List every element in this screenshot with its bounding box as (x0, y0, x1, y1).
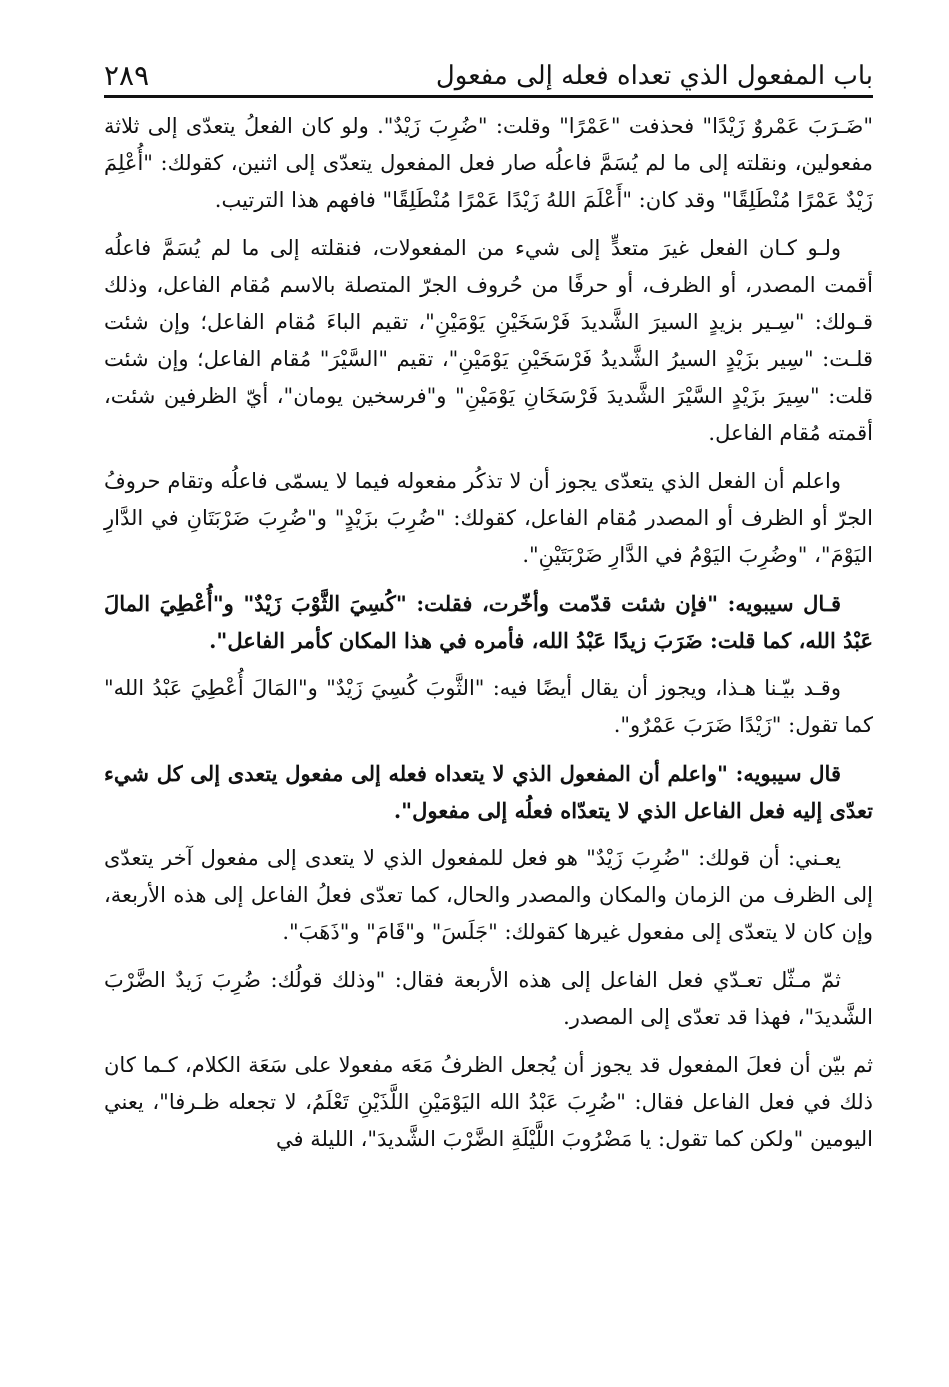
paragraph: ثمّ مـثّل تعـدّي فعل الفاعل إلى هذه الأربعة فقال: "وذلك قولُك: ضُرِبَ زَيدٌ الضَّرْبَ الشَّديدَ"، فهذا قد تعدّى إلى المصدر. (104, 968, 873, 1029)
paragraph: "ضَـرَبَ عَمْروٌ زَيْدًا" فحذفت "عَمْرًا" وقلت: "ضُرِبَ زَيْدٌ". ولو كان الفعلُ يتعدّى إلى ثلاثة مفعولين، ونقلته إلى ما لم يُسَمَّ فاعلُه صار فعل المفعول يتعدّى إلى اثنين، كقولك: "أُعْلِمَ زَيْدٌ عَمْرًا مُنْطَلِقًا" وقد كان: "أَعْلَمَ اللهُ زَيْدًا عَمْرًا مُنْطَلِقًا" فافهم هذا الترتيب. (104, 114, 873, 212)
paragraph: وقـد بيّـنا هـذا، ويجوز أن يقال أيضًا فيه: "الثَّوبَ كُسِيَ زَيْدٌ" و"المَالَ أُعْطِيَ عَبْدُ الله" كما تقول: "زَيْدًا ضَرَبَ عَمْرٌو". (104, 676, 873, 737)
paragraph: ثم بيّن أن فعلَ المفعول قد يجوز أن يُجعل الظرفُ مَعَه مفعولا على سَعَة الكلام، كـما كان ذلك في فعل الفاعل فقال: "ضُرِبَ عَبْدُ الله اليَوْمَيْنِ اللَّذَيْنِ تَعْلَمُ، لا تجعله ظـرفا"، يعني اليومين "ولكن كما تقول: يا مَضْرُوبَ اللَّيْلَةِ الضَّرْبَ الشَّديدَ"، الليلة في (104, 1053, 873, 1151)
header-rule (104, 95, 873, 98)
running-title: باب المفعول الذي تعداه فعله إلى مفعول (435, 61, 873, 92)
paragraph: يعـني: أن قولك: "ضُرِبَ زَيْدٌ" هو فعل للمفعول الذي لا يتعدى إلى مفعول آخر يتعدّى إلى الظرف من الزمان والمكان والمصدر والحال، كما تعدّى فعلُ الفاعل إلى هذه الأربعة، وإن كان لا يتعدّى إلى مفعول غيرها كقولك: "جَلَسَ" و"قَامَ" و"ذَهَبَ". (104, 846, 873, 944)
body-text (104, 108, 873, 1169)
paragraph: واعلم أن الفعل الذي يتعدّى يجوز أن لا تذكُر مفعوله فيما لا يسمّى فاعلُه وتقام حروفُ الجرّ أو الظرف أو المصدر مُقام الفاعل، كقولك: "ضُرِبَ بزَيْدٍ" و"ضُرِبَ ضَرْبَتَانِ في الدَّارِ اليَوْمَ"، "وضُرِبَ اليَوْمُ في الدَّارِ ضَرْبَتَيْنِ". (104, 469, 873, 567)
page-number: ٢٨٩ (104, 58, 150, 92)
paragraph: ولـو كـان الفعل غيرَ متعدٍّ إلى شيء من المفعولات، فنقلته إلى ما لم يُسَمَّ فاعلُه أقمت المصدر، أو الظرف، أو حرفًا من حُروف الجرّ المتصلة بالاسم مُقام الفاعل، وذلك قـولك: "سِـير بزيدٍ السيرَ الشَّديدَ فَرْسَخَيْنِ يَوْمَيْنِ"، تقيم الباءَ مُقام الفاعل؛ وإن شئت قلـت: "سِير بزَيْدٍ السيرُ الشَّديدُ فَرْسَخَيْنِ يَوْمَيْنِ"، تقيم "السَّيْرَ" مُقام الفاعل؛ وإن شئت قلت: "سِيرَ بزَيْدٍ السَّيْرَ الشَّديدَ فَرْسَخَانِ يَوْمَيْنِ" و"فرسخين يومان"، أيّ الظرفين شئت، أقمته مُقام الفاعل. (104, 236, 873, 445)
sibawayh-quote: قـال سيبويه: "فإن شئت قدّمت وأخّرت، فقلت: "كُسِيَ الثَّوْبَ زَيْدٌ" و"أُعْطِيَ المالَ عَبْدُ الله، كما قلت: ضَرَبَ زيدًا عَبْدُ الله، فأمره في هذا المكان كأمر الفاعل". (104, 591, 873, 653)
page-header (104, 50, 873, 94)
sibawayh-quote: قال سيبويه: "واعلم أن المفعول الذي لا يتعداه فعله إلى مفعول يتعدى إلى كل شيء تعدّى إليه فعل الفاعل الذي لا يتعدّاه فعلُه إلى مفعول". (104, 761, 873, 823)
